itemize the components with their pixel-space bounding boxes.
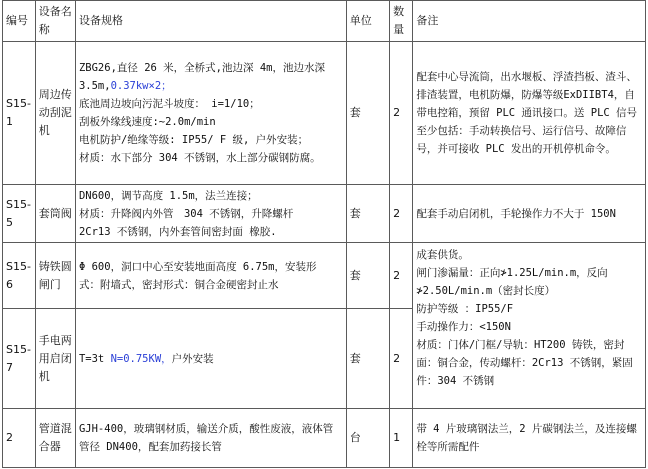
cell-equipment: 铸铁圆闸门	[35, 243, 75, 309]
cell-unit: 套	[346, 185, 389, 243]
cell-spec: GJH-400，玻璃钢材质，输送介质，酸性废液，液体管管径 DN400，配套加药接长管	[75, 409, 346, 468]
cell-num: 2	[3, 409, 36, 468]
spec-line: 式：附墙式，密封形式：铜合金硬密封止水	[78, 278, 279, 291]
spec-line: T=3t N=0.75KW，户外安装	[78, 352, 214, 365]
power-highlight: N=0.75KW，	[110, 352, 172, 365]
note-line: 闸门渗漏量：正向≯1.25L/min.m，反向≯2.50L/min.m（密封长度）	[416, 267, 608, 297]
cell-note: 配套手动启闭机，手轮操作力不大于 150N	[413, 185, 646, 243]
header-note: 备注	[413, 1, 646, 42]
cell-note: 配套中心导流筒，出水堰板、浮渣挡板、渣斗、排渣装置，电机防爆，防爆等级ExDIIBT4，自带电控箱，预留 PLC 通讯接口。送 PLC 信号至少包括：手动转换信号、运行信号、故障信号，并可接收 PLC 发出的开机停机命令。	[413, 42, 646, 185]
cell-unit: 套	[346, 243, 389, 309]
cell-unit: 套	[346, 42, 389, 185]
table-row	[3, 409, 646, 468]
power-highlight: 0.37kw×2；	[110, 80, 172, 92]
cell-qty: 2	[390, 243, 413, 309]
spec-line: 3.5m,0.37kw×2；	[78, 80, 172, 92]
cell-qty: 2	[390, 185, 413, 243]
cell-note-gate	[413, 243, 646, 409]
header-qty: 数量	[390, 1, 413, 42]
cell-spec	[75, 42, 346, 185]
cell-spec	[75, 309, 346, 409]
cell-equipment: 套筒阀	[35, 185, 75, 243]
table-row	[3, 243, 646, 309]
spec-line: ZBG26,直径 26 米，全桥式,池边深 4m，池边水深	[78, 62, 325, 74]
spec-line: 材质：升降阀内外管 304 不锈钢，升降螺杆	[78, 207, 294, 220]
cell-num: S15-1	[3, 42, 36, 185]
header-unit: 单位	[346, 1, 389, 42]
table-row	[3, 42, 646, 185]
cell-qty: 2	[390, 42, 413, 185]
equipment-table	[2, 0, 646, 468]
header-equipment: 设备名称	[35, 1, 75, 42]
header-spec: 设备规格	[75, 1, 346, 42]
cell-equipment: 手电两用启闭机	[35, 309, 75, 409]
spec-line: DN600，调节高度 1.5m，法兰连接；	[78, 189, 258, 202]
cell-num: S15-5	[3, 185, 36, 243]
cell-num: S15-7	[3, 309, 36, 409]
cell-spec	[75, 243, 346, 309]
spec-line: 2Cr13 不锈钢，内外套管间密封面 橡胶.	[78, 225, 277, 238]
note-line: 材质：门体/门框/导轨：HT200 铸铁，密封面：铜合金，传动螺杆：2Cr13 不锈钢，紧固件：304 不锈钢	[416, 339, 633, 387]
spec-line: Φ 600，洞口中心至安装地面高度 6.75m，安装形	[78, 260, 317, 273]
header-row	[3, 1, 646, 42]
cell-qty: 2	[390, 309, 413, 409]
cell-note: 带 4 片玻璃钢法兰，2 片碳钢法兰，及连接螺栓等所需配件	[413, 409, 646, 468]
cell-equipment: 管道混合器	[35, 409, 75, 468]
note-line: 防护等级 ：IP55/F	[416, 303, 514, 315]
cell-unit: 台	[346, 409, 389, 468]
spec-line: 电机防护/绝缘等级: IP55/ F 级, 户外安装；	[78, 134, 309, 146]
table-row	[3, 185, 646, 243]
cell-equipment: 周边传动刮泥机	[35, 42, 75, 185]
note-line: 手动操作力：<150N	[416, 321, 511, 333]
cell-qty: 1	[390, 409, 413, 468]
spec-line: 材质：水下部分 304 不锈钢，水上部分碳钢防腐。	[78, 152, 321, 164]
note-line: 成套供货。	[416, 249, 469, 261]
header-num: 编号	[3, 1, 36, 42]
spec-line: 底池周边坡向污泥斗坡度： i=1/10；	[78, 98, 260, 110]
spec-line: 刮板外缘线速度:~2.0m/min	[78, 116, 216, 128]
cell-spec	[75, 185, 346, 243]
cell-num: S15-6	[3, 243, 36, 309]
cell-unit: 套	[346, 309, 389, 409]
